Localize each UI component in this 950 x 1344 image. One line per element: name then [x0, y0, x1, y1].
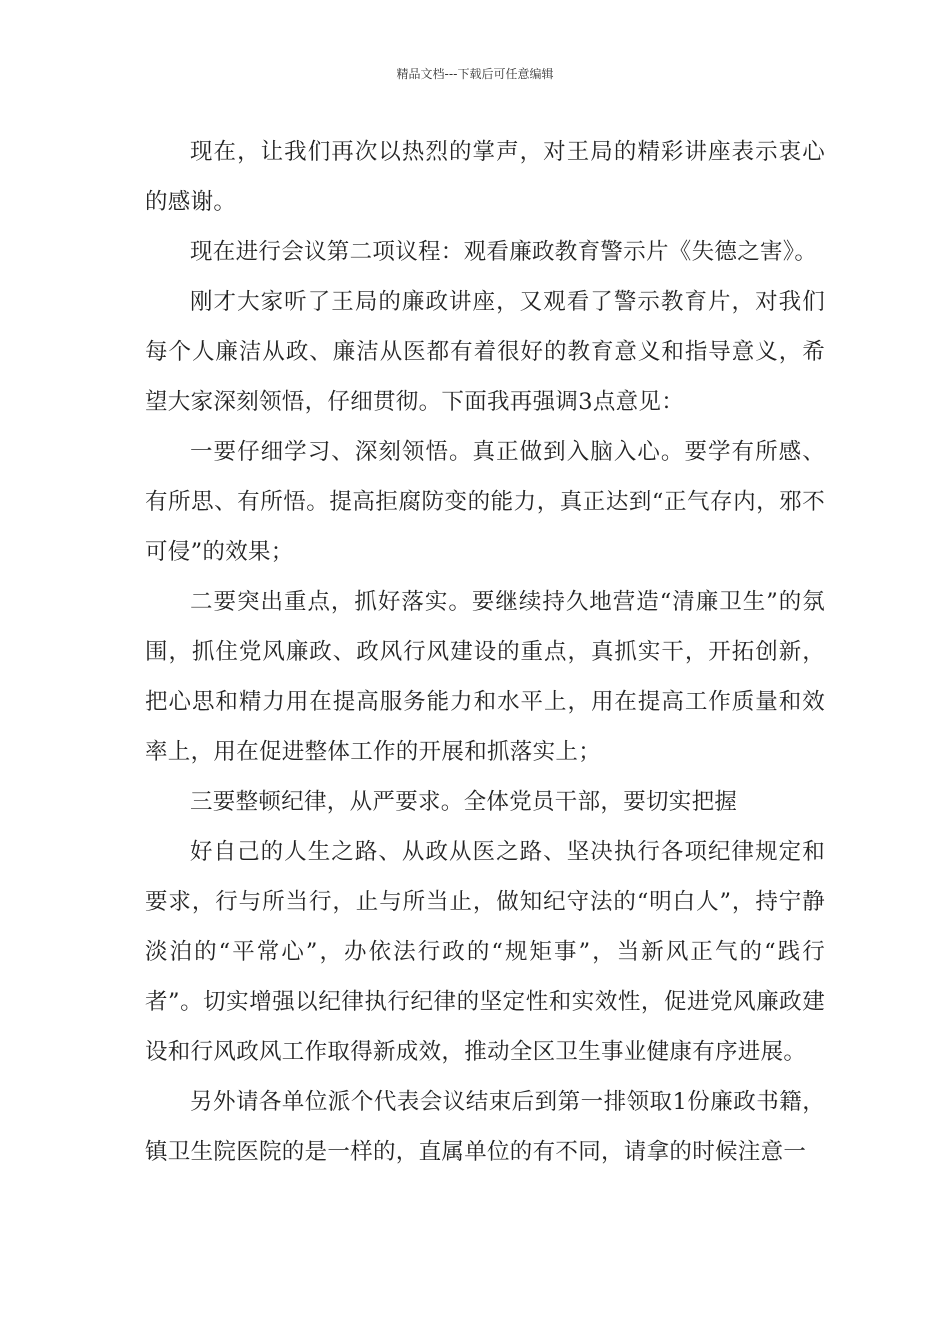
paragraph-point-two: 二要突出重点，抓好落实。要继续持久地营造“清廉卫生”的氛围，抓住党风廉政、政风行风建设的重点，真抓实干，开拓创新，把心思和精力用在提高服务能力和水平上，用在提高工作质量和效率上，用在促进整体工作的开展和抓落实上； — [145, 589, 825, 765]
paragraph-agenda-item-two: 现在进行会议第二项议程：观看廉政教育警示片《失德之害》。 — [190, 239, 818, 265]
paragraph-point-three-continued: 好自己的人生之路、从政从医之路、坚决执行各项纪律规定和要求，行与所当行，止与所当止，做知纪守法的“明白人”，持宁静淡泊的“平常心”，办依法行政的“规矩事”，当新风正气的“践行者”。切实增强以纪律执行纪律的坚定性和实效性，促进党风廉政建设和行风政风工作取得新成效，推动全区卫生事业健康有序进展。 — [145, 839, 825, 1065]
paragraph-thanks: 现在，让我们再次以热烈的掌声，对王局的精彩讲座表示衷心的感谢。 — [145, 139, 825, 215]
page-header: 精品文档---下载后可任意编辑 — [396, 67, 554, 81]
paragraph-point-three: 三要整顿纪律，从严要求。全体党员干部，要切实把握 — [190, 789, 738, 815]
document-body — [145, 127, 825, 1177]
paragraph-notice: 另外请各单位派个代表会议结束后到第一排领取1份廉政书籍，镇卫生院医院的是一样的，直属单位的有不同，请拿的时候注意一 — [145, 1089, 825, 1165]
paragraph-point-one: 一要仔细学习、深刻领悟。真正做到入脑入心。要学有所感、有所思、有所悟。提高拒腐防变的能力，真正达到“正气存内，邪不可侵”的效果； — [145, 439, 825, 565]
paragraph-summary: 刚才大家听了王局的廉政讲座，又观看了警示教育片，对我们每个人廉洁从政、廉洁从医都有着很好的教育意义和指导意义，希望大家深刻领悟，仔细贯彻。下面我再强调3点意见： — [145, 289, 825, 415]
